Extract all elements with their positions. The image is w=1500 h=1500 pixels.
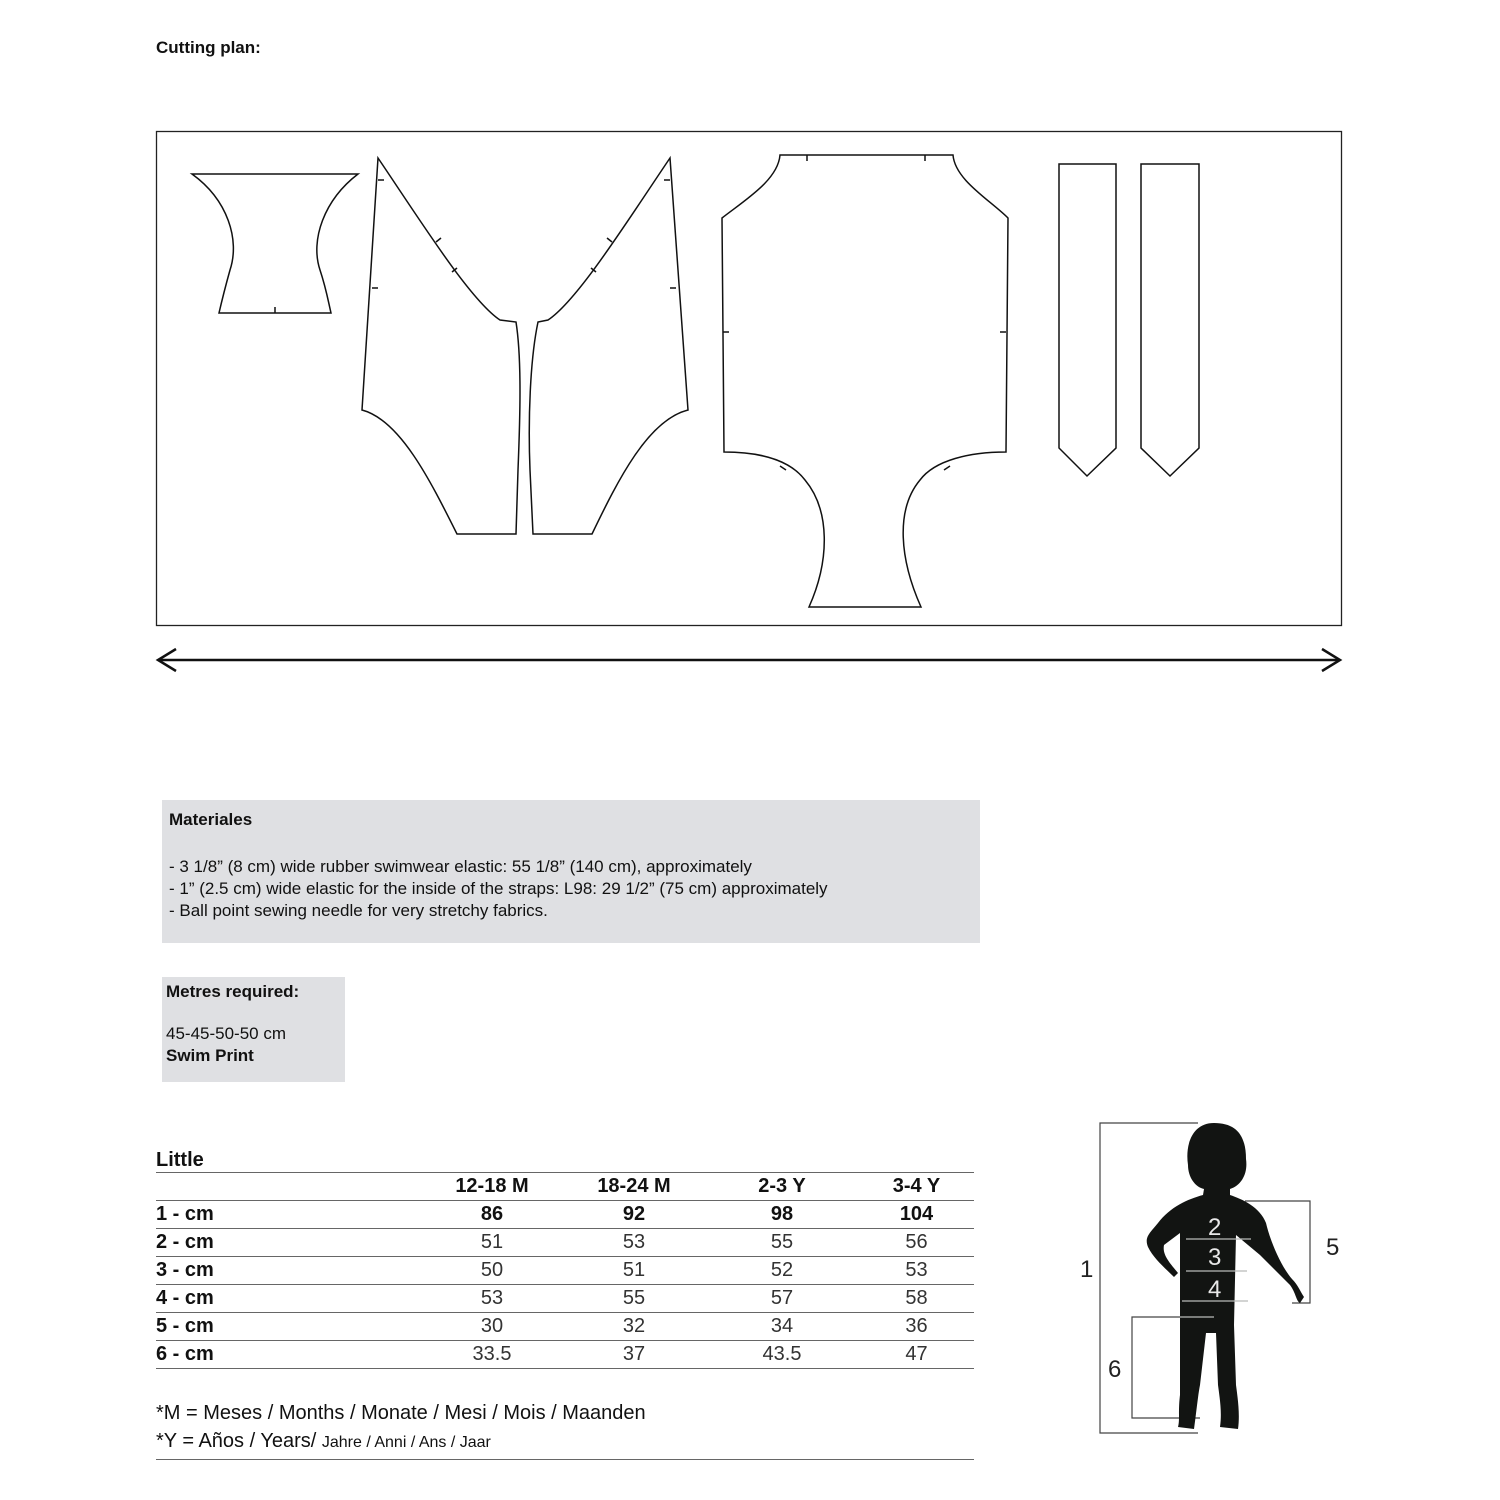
table-cell: 52 — [705, 1257, 859, 1285]
materials-line-2: - 1” (2.5 cm) wide elastic for the inside of the straps: L98: 29 1/2” (75 cm) approximately — [169, 879, 828, 898]
metres-box — [162, 977, 345, 1082]
table-cell: 51 — [563, 1257, 705, 1285]
table-cell: 50 — [421, 1257, 563, 1285]
front-piece — [192, 174, 358, 313]
table-cell: 55 — [563, 1285, 705, 1313]
table-cell: 30 — [421, 1313, 563, 1341]
table-row — [156, 1285, 974, 1313]
table-cell: 57 — [705, 1285, 859, 1313]
label-4: 4 — [1208, 1276, 1222, 1303]
row-label: 1 - cm — [156, 1201, 421, 1229]
metres-title: Metres required: — [166, 982, 300, 1001]
table-cell: 98 — [705, 1201, 859, 1229]
footnote-months: *M = Meses / Months / Monate / Mesi / Mois / Maanden — [156, 1402, 646, 1424]
table-cell: 37 — [563, 1341, 705, 1369]
table-row — [156, 1229, 974, 1257]
side-piece-right — [529, 158, 688, 534]
size-table — [156, 1172, 974, 1369]
strap-left — [1059, 164, 1116, 476]
cutting-plan-title: Cutting plan: — [156, 38, 261, 57]
label-6: 6 — [1108, 1356, 1122, 1383]
size-table-title: Little — [156, 1149, 204, 1171]
table-cell: 47 — [859, 1341, 974, 1369]
table-cell: 55 — [705, 1229, 859, 1257]
row-label: 4 - cm — [156, 1285, 421, 1313]
grain-arrow — [158, 649, 1340, 671]
table-header-row — [156, 1173, 974, 1201]
table-cell: 53 — [859, 1257, 974, 1285]
table-row — [156, 1257, 974, 1285]
table-row — [156, 1201, 974, 1229]
label-3: 3 — [1208, 1244, 1222, 1271]
table-cell: 58 — [859, 1285, 974, 1313]
table-row — [156, 1313, 974, 1341]
metres-fabric: Swim Print — [166, 1046, 254, 1065]
table-row — [156, 1341, 974, 1369]
table-cell: 86 — [421, 1201, 563, 1229]
table-cell: 34 — [705, 1313, 859, 1341]
table-cell: 104 — [859, 1201, 974, 1229]
row-label: 3 - cm — [156, 1257, 421, 1285]
strap-right — [1141, 164, 1199, 476]
fabric-outline — [157, 132, 1342, 626]
label-5: 5 — [1326, 1234, 1340, 1261]
table-cell: 33.5 — [421, 1341, 563, 1369]
size-section — [156, 1148, 974, 1460]
table-cell: 53 — [421, 1285, 563, 1313]
materials-line-3: - Ball point sewing needle for very stretchy fabrics. — [169, 901, 548, 920]
row-label: 6 - cm — [156, 1341, 421, 1369]
table-cell: 43.5 — [705, 1341, 859, 1369]
table-cell: 53 — [563, 1229, 705, 1257]
table-header: 18-24 M — [563, 1173, 705, 1201]
footnote-years — [156, 1427, 974, 1457]
side-piece-left — [362, 158, 520, 534]
child-silhouette — [1147, 1123, 1304, 1429]
row-label: 2 - cm — [156, 1229, 421, 1257]
table-cell: 51 — [421, 1229, 563, 1257]
materials-box — [162, 800, 980, 943]
table-cell: 92 — [563, 1201, 705, 1229]
label-2: 2 — [1208, 1214, 1222, 1241]
back-piece — [722, 155, 1008, 607]
row-label: 5 - cm — [156, 1313, 421, 1341]
materials-title: Materiales — [169, 810, 253, 829]
table-header: 3-4 Y — [859, 1173, 974, 1201]
footnote-years-small: Jahre / Anni / Ans / Jaar — [321, 1434, 491, 1451]
metres-value: 45-45-50-50 cm — [166, 1024, 287, 1043]
footnote-years-main: *Y = Años / Years/ — [156, 1430, 322, 1452]
table-header: 2-3 Y — [705, 1173, 859, 1201]
table-header-empty — [156, 1173, 421, 1201]
table-header: 12-18 M — [421, 1173, 563, 1201]
label-1: 1 — [1080, 1256, 1094, 1283]
table-cell: 32 — [563, 1313, 705, 1341]
measurement-figure — [1070, 1115, 1360, 1445]
table-cell: 56 — [859, 1229, 974, 1257]
cutting-plan-diagram — [0, 0, 1500, 700]
materials-line-1: - 3 1/8” (8 cm) wide rubber swimwear elastic: 55 1/8” (140 cm), approximately — [169, 857, 752, 876]
table-cell: 36 — [859, 1313, 974, 1341]
footnotes — [156, 1399, 974, 1460]
